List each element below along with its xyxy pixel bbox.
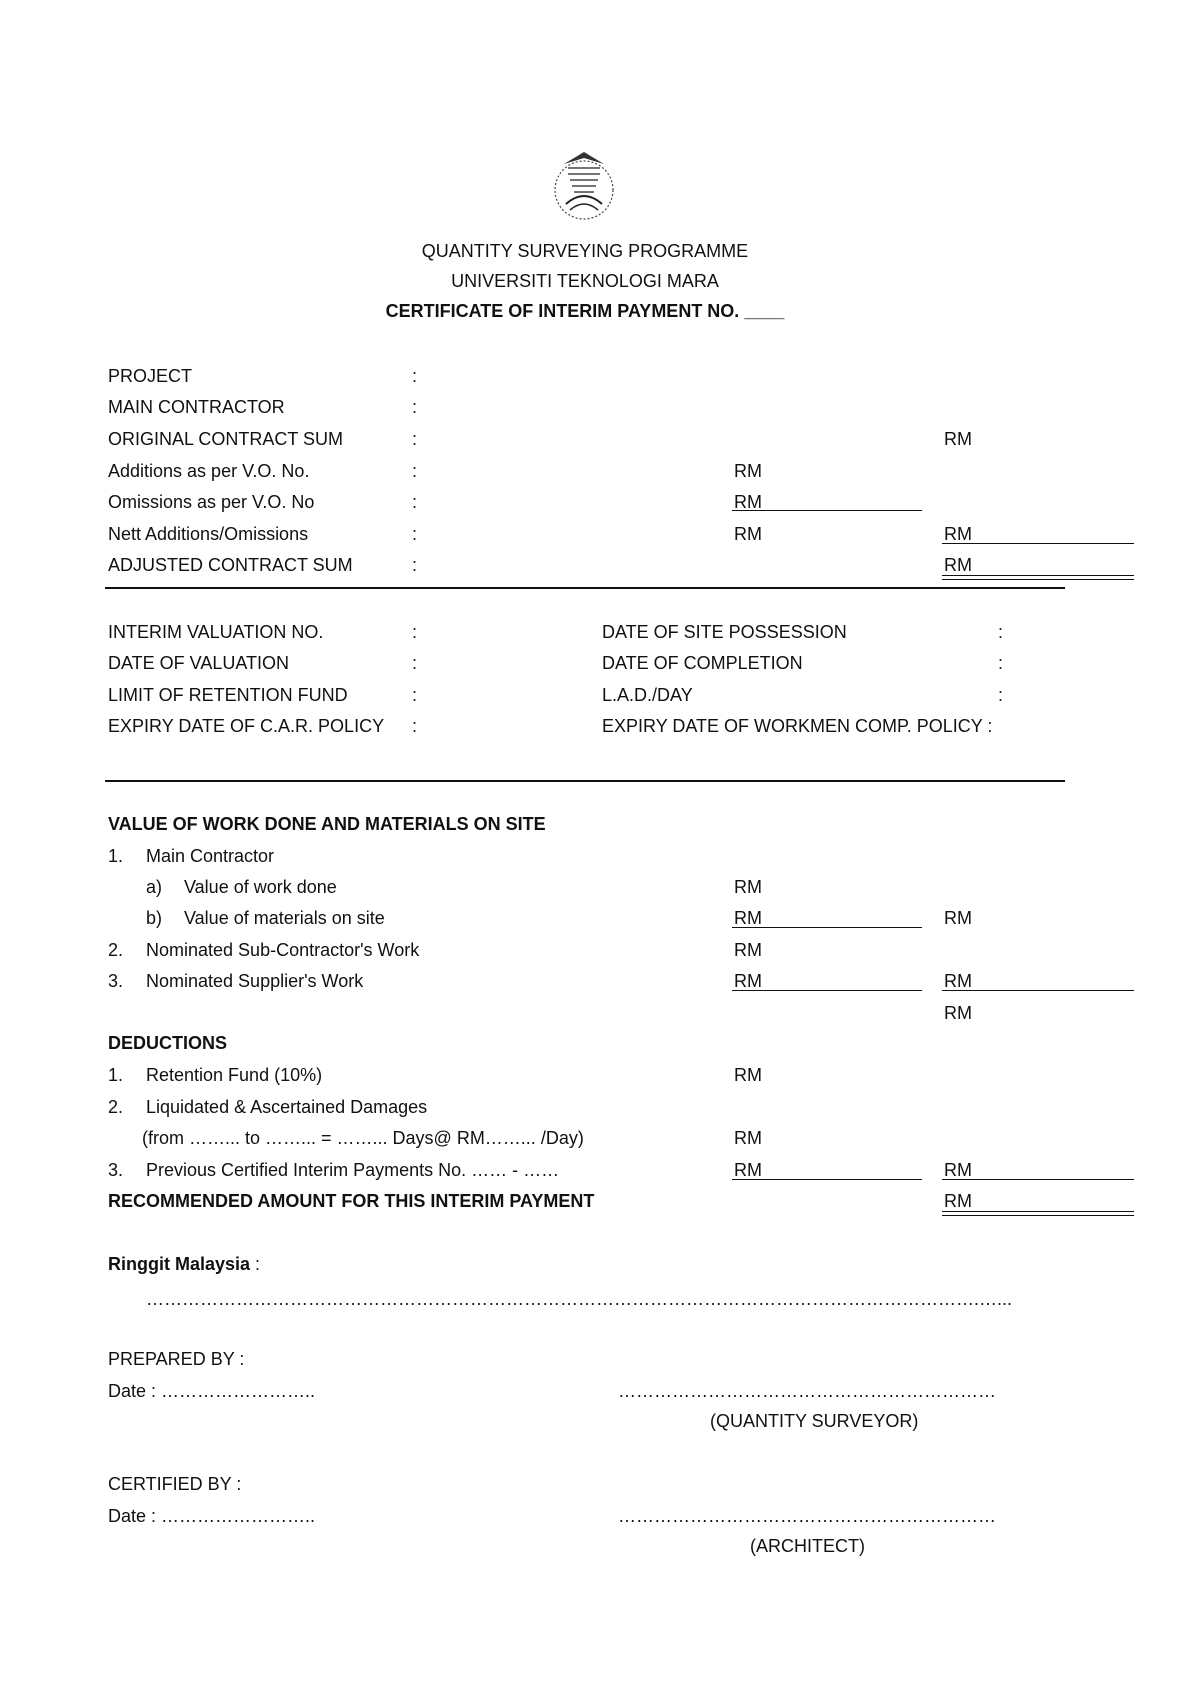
- colon: :: [412, 366, 418, 386]
- total-double-underline: [942, 575, 1134, 580]
- interim-no-label: INTERIM VALUATION NO.: [108, 622, 324, 642]
- item-number: 3.: [108, 1160, 124, 1180]
- deductions-heading: DEDUCTIONS: [108, 1033, 228, 1053]
- colon: :: [412, 716, 418, 736]
- architect-label: (ARCHITECT): [750, 1536, 865, 1556]
- main-contractor-item: Main Contractor: [146, 846, 275, 866]
- date-valuation-label: DATE OF VALUATION: [108, 653, 290, 673]
- rm-label: RM: [734, 940, 762, 960]
- colon: :: [998, 653, 1004, 673]
- lad-detail: (from ……... to ……... = ……... Days@ RM……... /Day): [142, 1128, 584, 1148]
- item-number: 3.: [108, 971, 124, 991]
- expiry-workmen-label: EXPIRY DATE OF WORKMEN COMP. POLICY :: [602, 716, 993, 736]
- ringgit-label-text: Ringgit Malaysia: [108, 1254, 251, 1274]
- omissions-label: Omissions as per V.O. No: [108, 492, 315, 512]
- colon: :: [412, 461, 418, 481]
- lad-item: Liquidated & Ascertained Damages: [146, 1097, 428, 1117]
- subtotal-underline: [732, 510, 922, 511]
- sub-item-letter: a): [146, 877, 163, 897]
- rm-label: RM: [944, 429, 972, 449]
- subtotal-underline: [732, 927, 922, 928]
- subtotal-underline: [732, 1179, 922, 1180]
- rm-label: RM: [734, 971, 762, 991]
- colon: :: [412, 492, 418, 512]
- colon: :: [412, 653, 418, 673]
- section-divider: [105, 780, 1065, 782]
- rm-label: RM: [734, 1128, 762, 1148]
- nett-label: Nett Additions/Omissions: [108, 524, 309, 544]
- colon: :: [412, 397, 418, 417]
- university-heading: UNIVERSITI TEKNOLOGI MARA: [451, 271, 719, 291]
- adjusted-sum-label: ADJUSTED CONTRACT SUM: [108, 555, 353, 575]
- ringgit-malaysia-label: [108, 1253, 260, 1275]
- colon: :: [412, 429, 418, 449]
- rm-label: RM: [734, 1065, 762, 1085]
- previous-payments-item: Previous Certified Interim Payments No. …… - ……: [146, 1160, 560, 1180]
- rm-label: RM: [944, 555, 972, 575]
- subtotal-underline: [732, 990, 922, 991]
- expiry-car-label: EXPIRY DATE OF C.A.R. POLICY: [108, 716, 385, 736]
- colon: :: [412, 555, 418, 575]
- item-number: 1.: [108, 1065, 124, 1085]
- item-number: 2.: [108, 1097, 124, 1117]
- rm-label: RM: [734, 1160, 762, 1180]
- colon: :: [998, 685, 1004, 705]
- colon: :: [250, 1254, 261, 1274]
- supplier-item: Nominated Supplier's Work: [146, 971, 364, 991]
- work-done-item: Value of work done: [184, 877, 337, 897]
- materials-item: Value of materials on site: [184, 908, 385, 928]
- project-label: PROJECT: [108, 366, 193, 386]
- section-divider: [105, 587, 1065, 589]
- work-done-heading: VALUE OF WORK DONE AND MATERIALS ON SITE: [108, 814, 546, 834]
- item-number: 2.: [108, 940, 124, 960]
- sub-item-letter: b): [146, 908, 163, 928]
- rm-label: RM: [734, 877, 762, 897]
- qs-signature-line: ………………………………………………………: [618, 1381, 996, 1401]
- additions-label: Additions as per V.O. No.: [108, 461, 310, 481]
- total-underline: [942, 990, 1134, 991]
- original-sum-label: ORIGINAL CONTRACT SUM: [108, 429, 344, 449]
- rm-label: RM: [734, 492, 762, 512]
- rm-label: RM: [734, 524, 762, 544]
- quantity-surveyor-label: (QUANTITY SURVEYOR): [710, 1411, 919, 1431]
- recommended-amount-label: RECOMMENDED AMOUNT FOR THIS INTERIM PAYMENT: [108, 1191, 595, 1211]
- rm-label: RM: [944, 1191, 972, 1211]
- rm-label: RM: [944, 1160, 972, 1180]
- rm-label: RM: [944, 908, 972, 928]
- total-underline: [942, 1179, 1134, 1180]
- certified-by-label: CERTIFIED BY :: [108, 1474, 242, 1494]
- rm-label: RM: [734, 908, 762, 928]
- certified-date-line: Date : ……………………..: [108, 1506, 316, 1526]
- limit-retention-label: LIMIT OF RETENTION FUND: [108, 685, 348, 705]
- retention-item: Retention Fund (10%): [146, 1065, 323, 1085]
- colon: :: [412, 524, 418, 544]
- certificate-title: CERTIFICATE OF INTERIM PAYMENT NO. ____: [385, 301, 785, 321]
- rm-label: RM: [944, 524, 972, 544]
- colon: :: [412, 622, 418, 642]
- site-possession-label: DATE OF SITE POSSESSION: [602, 622, 847, 642]
- date-completion-label: DATE OF COMPLETION: [602, 653, 803, 673]
- main-contractor-label: MAIN CONTRACTOR: [108, 397, 285, 417]
- university-crest-icon: [552, 148, 616, 222]
- amount-in-words-line: ………………………………………………………………………………………………………………………….…...: [146, 1289, 1013, 1309]
- rm-label: RM: [734, 461, 762, 481]
- rm-label: RM: [944, 971, 972, 991]
- rm-label: RM: [944, 1003, 972, 1023]
- item-number: 1.: [108, 846, 124, 866]
- total-underline: [942, 543, 1134, 544]
- prepared-by-label: PREPARED BY :: [108, 1349, 245, 1369]
- colon: :: [998, 622, 1004, 642]
- total-double-underline: [942, 1211, 1134, 1216]
- nsc-item: Nominated Sub-Contractor's Work: [146, 940, 420, 960]
- programme-heading: QUANTITY SURVEYING PROGRAMME: [421, 241, 749, 261]
- prepared-date-line: Date : ……………………..: [108, 1381, 316, 1401]
- colon: :: [412, 685, 418, 705]
- lad-day-label: L.A.D./DAY: [602, 685, 693, 705]
- architect-signature-line: ………………………………………………………: [618, 1506, 996, 1526]
